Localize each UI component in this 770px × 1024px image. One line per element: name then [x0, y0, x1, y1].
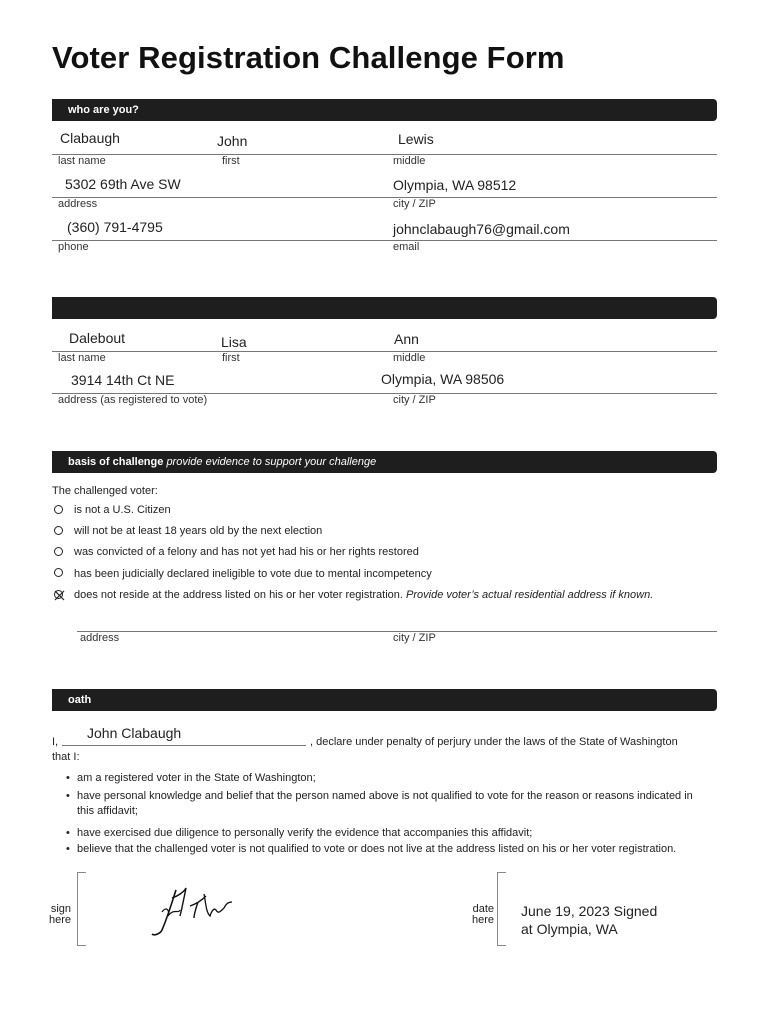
basis-subheading: provide evidence to support your challenge: [166, 456, 377, 468]
date-here-label: [466, 904, 494, 926]
challenged-address[interactable]: 3914 14th Ct NE: [71, 372, 175, 388]
option-radio-3[interactable]: [54, 547, 63, 556]
option-label-5-extra: Provide voter’s actual residential address if known.: [406, 589, 654, 601]
challenger-address[interactable]: 5302 69th Ave SW: [65, 176, 181, 192]
option-radio-5-checked[interactable]: [54, 590, 63, 599]
city-zip-label: city / ZIP: [393, 198, 436, 210]
oath-bullet-dot: •: [66, 827, 70, 839]
oath-name-rule: [62, 745, 306, 746]
section-bar-challenged-voter: [52, 297, 717, 319]
row-rule: [52, 240, 717, 241]
oath-bullet-3: have exercised due diligence to personally verify the evidence that accompanies this affidavit;: [77, 827, 533, 839]
challenger-last-name[interactable]: Clabaugh: [60, 130, 120, 146]
address-registered-label: address (as registered to vote): [58, 394, 208, 406]
oath-that: that I:: [52, 751, 80, 763]
row-rule: [52, 351, 717, 352]
row-rule: [52, 154, 717, 155]
row-rule: [52, 197, 717, 198]
actual-address-label: address: [80, 632, 120, 644]
city-zip-label: city / ZIP: [393, 394, 436, 406]
check-x-icon: [54, 590, 65, 601]
date-value[interactable]: [521, 902, 657, 938]
date-line-2: at Olympia, WA: [521, 921, 618, 937]
date-label-2: here: [471, 914, 494, 926]
phone-label: phone: [58, 241, 89, 253]
middle-label: middle: [393, 352, 426, 364]
challenged-first-name[interactable]: Lisa: [221, 334, 247, 350]
challenger-email[interactable]: johnclabaugh76@gmail.com: [393, 221, 570, 237]
challenger-middle-name[interactable]: Lewis: [398, 131, 434, 147]
challenger-city-zip[interactable]: Olympia, WA 98512: [393, 177, 517, 193]
option-radio-1[interactable]: [54, 505, 63, 514]
sign-label-1: sign: [50, 903, 71, 915]
option-radio-2[interactable]: [54, 526, 63, 535]
section-bar-who-are-you: who are you?: [52, 99, 717, 121]
option-label-3: was convicted of a felony and has not yet had his or her rights restored: [74, 546, 419, 558]
oath-declaration: , declare under penalty of perjury under the laws of the State of Washington: [310, 736, 678, 748]
last-name-label: last name: [58, 352, 106, 364]
oath-bullet-4: believe that the challenged voter is not qualified to vote or does not live at the address listed on his or her voter registration.: [77, 843, 677, 855]
sign-bracket-left: [77, 872, 86, 946]
oath-bullet-dot: •: [66, 772, 70, 784]
signature-image[interactable]: [140, 880, 240, 940]
email-label: email: [393, 241, 420, 253]
actual-city-zip-label: city / ZIP: [393, 632, 436, 644]
address-label: address: [58, 198, 98, 210]
oath-prefix: I,: [52, 736, 59, 748]
challenged-last-name[interactable]: Dalebout: [69, 330, 126, 346]
oath-bullet-2: have personal knowledge and belief that the person named above is not qualified to vote for the reason or reasons indicated in this affidavit;: [77, 790, 693, 817]
challenged-middle-name[interactable]: Ann: [394, 331, 419, 347]
oath-bullet-dot: •: [66, 843, 70, 855]
challenged-city-zip[interactable]: Olympia, WA 98506: [381, 371, 505, 387]
date-label-1: date: [472, 903, 494, 915]
challenger-phone[interactable]: (360) 791-4795: [67, 219, 163, 235]
sign-here-label: [46, 904, 71, 926]
section-bar-basis-of-challenge: [52, 451, 717, 473]
oath-bullet-dot: •: [66, 790, 70, 802]
option-label-5: [74, 589, 653, 601]
first-label: first: [222, 155, 240, 167]
basis-intro: The challenged voter:: [52, 485, 158, 497]
option-label-5-text: does not reside at the address listed on his or her voter registration.: [74, 589, 403, 601]
section-bar-oath: oath: [52, 689, 717, 711]
first-label: first: [222, 352, 240, 364]
option-radio-4[interactable]: [54, 568, 63, 577]
sign-label-2: here: [48, 914, 71, 926]
date-bracket-left: [497, 872, 506, 946]
middle-label: middle: [393, 155, 426, 167]
last-name-label: last name: [58, 155, 106, 167]
oath-name[interactable]: John Clabaugh: [87, 725, 182, 741]
option-label-1: is not a U.S. Citizen: [74, 504, 171, 516]
date-line-1: June 19, 2023 Signed: [521, 903, 658, 919]
challenger-first-name[interactable]: John: [217, 133, 248, 149]
option-label-4: has been judicially declared ineligible to vote due to mental incompetency: [74, 568, 432, 580]
oath-bullet-1: am a registered voter in the State of Washington;: [77, 772, 316, 784]
basis-heading: basis of challenge: [68, 456, 164, 468]
option-label-2: will not be at least 18 years old by the next election: [74, 525, 323, 537]
form-title: Voter Registration Challenge Form: [52, 40, 565, 75]
